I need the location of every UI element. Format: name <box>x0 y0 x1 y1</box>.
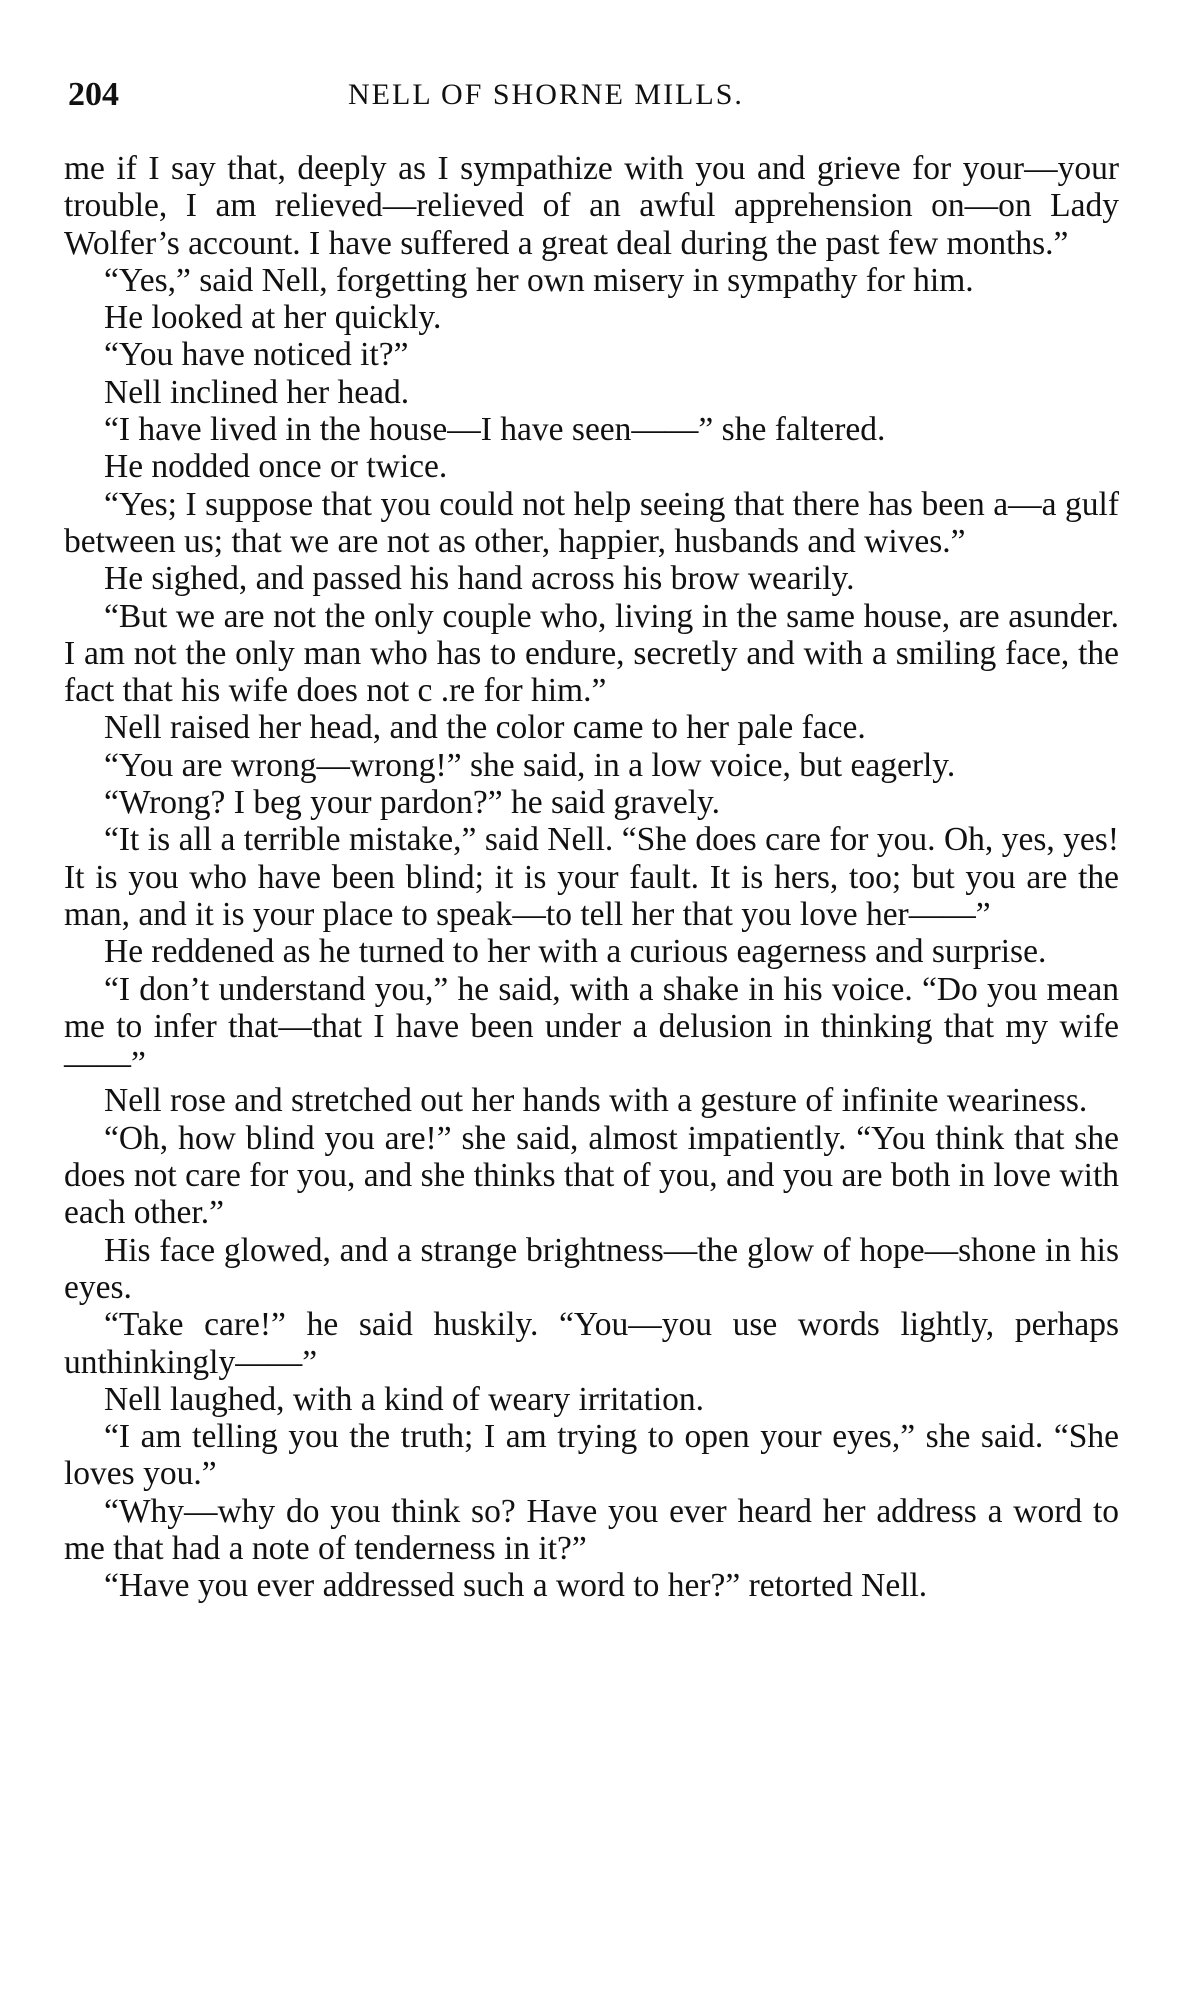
paragraph: He reddened as he turned to her with a curious eagerness and surprise. <box>104 933 1047 971</box>
paragraph: “It is all a terrible mistake,” said Nell. “She does care for you. Oh, yes, yes! It is you who have been blind; it is your fault. It is hers, too; but you are the man, and it is your place to speak—to tell her that you love her——” <box>64 821 1119 933</box>
paragraph: He sighed, and passed his hand across his brow wearily. <box>104 560 855 598</box>
page-number: 204 <box>68 76 119 113</box>
paragraph: “I am telling you the truth; I am trying to open your eyes,” she said. “She loves you.” <box>64 1418 1119 1493</box>
paragraph: “I have lived in the house—I have seen——” she faltered. <box>104 411 886 449</box>
paragraph: “You are wrong—wrong!” she said, in a low voice, but eagerly. <box>104 746 956 784</box>
paragraph: Nell laughed, with a kind of weary irritation. <box>104 1380 705 1418</box>
paragraph: “Take care!” he said huskily. “You—you use words lightly, perhaps unthinkingly——” <box>64 1306 1119 1381</box>
paragraph: “Why—why do you think so? Have you ever heard her address a word to me that had a note of tenderness in it?” <box>64 1492 1119 1567</box>
paragraph: Nell raised her head, and the color came to her pale face. <box>104 709 866 747</box>
page-header <box>68 76 1118 116</box>
paragraph: “Yes; I suppose that you could not help seeing that there has been a—a gulf between us; that we are not as other, happier, husbands and wives.” <box>64 485 1119 560</box>
paragraph: Nell inclined her head. <box>104 373 410 411</box>
running-title: NELL OF SHORNE MILLS. <box>348 78 744 111</box>
paragraph: “You have noticed it?” <box>104 336 409 374</box>
paragraph: Nell rose and stretched out her hands with a gesture of infinite weariness. <box>104 1082 1088 1120</box>
paragraph: He nodded once or twice. <box>104 448 448 486</box>
paragraph: He looked at her quickly. <box>104 299 442 337</box>
paragraph: “Yes,” said Nell, forgetting her own misery in sympathy for him. <box>104 261 974 299</box>
body-text <box>64 150 1119 1605</box>
paragraph: “Wrong? I beg your pardon?” he said gravely. <box>104 784 720 822</box>
paragraph: “Oh, how blind you are!” she said, almost impatiently. “You think that she does not care for you, and she thinks that of you, and you are both in love with each other.” <box>64 1119 1119 1232</box>
paragraph: “Have you ever addressed such a word to her?” retorted Nell. <box>104 1567 928 1605</box>
paragraph: me if I say that, deeply as I sympathize with you and grieve for your—your trouble, I am relieved—relieved of an awful apprehension on—on Lady Wolfer’s account. I have suffered a great deal during the past few months.” <box>64 150 1119 262</box>
paragraph: “I don’t understand you,” he said, with a shake in his voice. “Do you mean me to infer that—that I have been under a delusion in thinking that my wife——” <box>64 970 1119 1083</box>
paragraph: His face glowed, and a strange brightness—the glow of hope—shone in his eyes. <box>64 1231 1119 1306</box>
paragraph: “But we are not the only couple who, living in the same house, are asunder. I am not the only man who has to endure, secretly and with a smiling face, the fact that his wife does not c .re for him.” <box>64 597 1119 710</box>
